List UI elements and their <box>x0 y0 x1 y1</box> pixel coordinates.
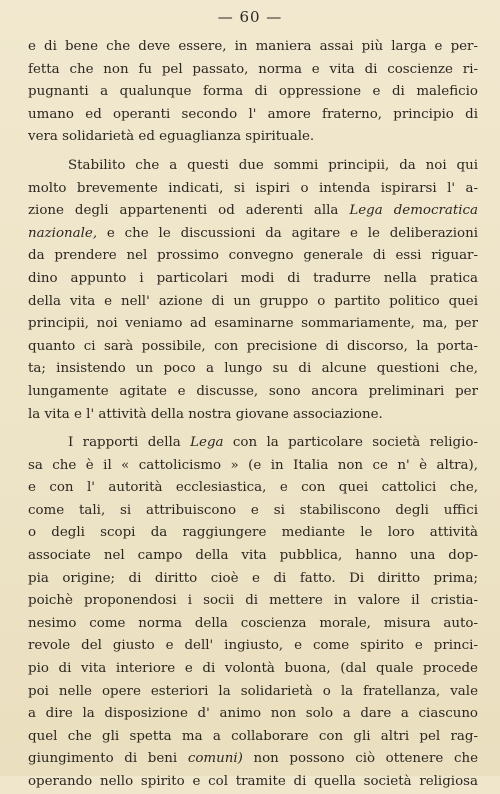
text-line <box>28 590 478 613</box>
text-line <box>28 568 478 591</box>
text-line <box>28 268 478 291</box>
text-line <box>28 59 478 82</box>
text-run: da prendere nel prossimo convegno generale di essi riguar- <box>28 248 478 264</box>
text-run: vera solidarietà ed eguaglianza spirituale. <box>28 129 315 145</box>
text-run: con la particolare società religio- <box>223 435 478 451</box>
text-line <box>28 178 478 201</box>
text-run: o degli scopi da raggiungere mediante le loro attività <box>28 525 478 541</box>
text-run: quel che gli spetta ma a collaborare con gli altri pel rag- <box>28 728 478 744</box>
text-line <box>28 81 478 104</box>
text-line <box>28 726 478 749</box>
text-line <box>28 477 478 500</box>
text-line <box>28 500 478 523</box>
text-run: pugnanti a qualunque forma di oppressione e di maleficio <box>28 84 478 100</box>
text-line <box>28 613 478 636</box>
text-line <box>28 104 478 127</box>
text-run: zione degli appartenenti od aderenti alla <box>28 203 350 219</box>
text-run: la vita e l' attività della nostra giovane associazione. <box>28 406 383 422</box>
text-line <box>28 313 478 336</box>
text-run: revole del giusto e dell' ingiusto, e come spirito e princi- <box>28 638 478 654</box>
text-run: non possono ciò ottenere che <box>242 751 478 767</box>
text-run: molto brevemente indicati, si ispiri o intenda ispirarsi l' a- <box>28 180 478 196</box>
text-line <box>28 155 478 178</box>
text-line <box>28 771 478 794</box>
text-run: come tali, si attribuiscono e si stabiliscono degli uffici <box>28 502 478 518</box>
text-line <box>28 681 478 704</box>
text-run: umano ed operanti secondo l' amore fraterno, principio di <box>28 106 478 122</box>
text-run: lungamente agitate e discusse, sono ancora preliminari per <box>28 383 478 399</box>
text-run: poi nelle opere esteriori la solidarietà o la fratellanza, vale <box>28 683 478 699</box>
text-run: Stabilito che a questi due sommi principii, da noi qui <box>68 157 478 173</box>
italic-run: Lega <box>190 435 224 451</box>
text-line <box>28 36 478 59</box>
text-line <box>28 358 478 381</box>
text-run: e di bene che deve essere, in maniera assai più larga e per- <box>28 39 478 54</box>
text-run: e che le discussioni da agitare e le deliberazioni <box>97 225 478 241</box>
text-run: giungimento di beni <box>28 751 188 767</box>
page-number: — 60 — <box>217 8 283 26</box>
text-run: nesimo come norma della coscienza morale, misura auto- <box>28 615 478 631</box>
italic-run: Lega democratica <box>349 203 478 219</box>
text-run: a dire la disposizione d' animo non solo a dare a ciascuno <box>28 706 478 722</box>
paragraph <box>28 36 478 149</box>
text-run: I rapporti della <box>68 435 191 451</box>
text-run: principii, noi veniamo ad esaminarne sommariamente, ma, per <box>28 316 478 332</box>
text-run: pio di vita interiore e di volontà buona, (dal quale procede <box>28 661 478 677</box>
text-run: pia origine; di diritto cioè e di fatto. Di diritto prima; <box>28 570 478 586</box>
text-line <box>28 635 478 658</box>
text-line <box>28 404 478 427</box>
text-run: fetta che non fu pel passato, norma e vita di coscienze ri- <box>28 61 478 77</box>
text-line <box>28 245 478 268</box>
italic-run: comuni) <box>187 751 243 767</box>
text-run: operando nello spirito e col tramite di quella società religiosa <box>28 774 478 789</box>
text-run: associate nel campo della vita pubblica, hanno una dop- <box>28 548 478 564</box>
paragraph <box>28 432 478 794</box>
text-run: dino appunto i particolari modi di tradurre nella pratica <box>28 270 478 286</box>
text-line <box>28 658 478 681</box>
body-text <box>28 36 478 794</box>
text-run: della vita e nell' azione di un gruppo o partito politico quei <box>28 293 478 309</box>
text-line <box>28 336 478 359</box>
italic-run: nazionale, <box>28 225 98 241</box>
text-run: quanto ci sarà possibile, con precisione di discorso, la porta- <box>28 338 478 354</box>
text-line <box>28 432 478 455</box>
text-line <box>28 522 478 545</box>
text-run: ta; insistendo un poco a lungo su di alcune questioni che, <box>28 361 478 377</box>
text-line <box>28 545 478 568</box>
text-run: e con l' autorità ecclesiastica, e con quei cattolici che, <box>28 480 478 496</box>
text-line <box>28 703 478 726</box>
text-line <box>28 455 478 478</box>
paragraph <box>28 155 478 426</box>
text-line <box>28 223 478 246</box>
text-line <box>28 748 478 771</box>
text-run: poichè proponendosi i socii di mettere in valore il cristia- <box>28 593 478 609</box>
text-line <box>28 381 478 404</box>
text-line <box>28 200 478 223</box>
text-run: sa che è il « cattolicismo » (e in Italia non ce n' è altra), <box>28 457 478 473</box>
text-line <box>28 291 478 314</box>
text-line <box>28 126 478 149</box>
